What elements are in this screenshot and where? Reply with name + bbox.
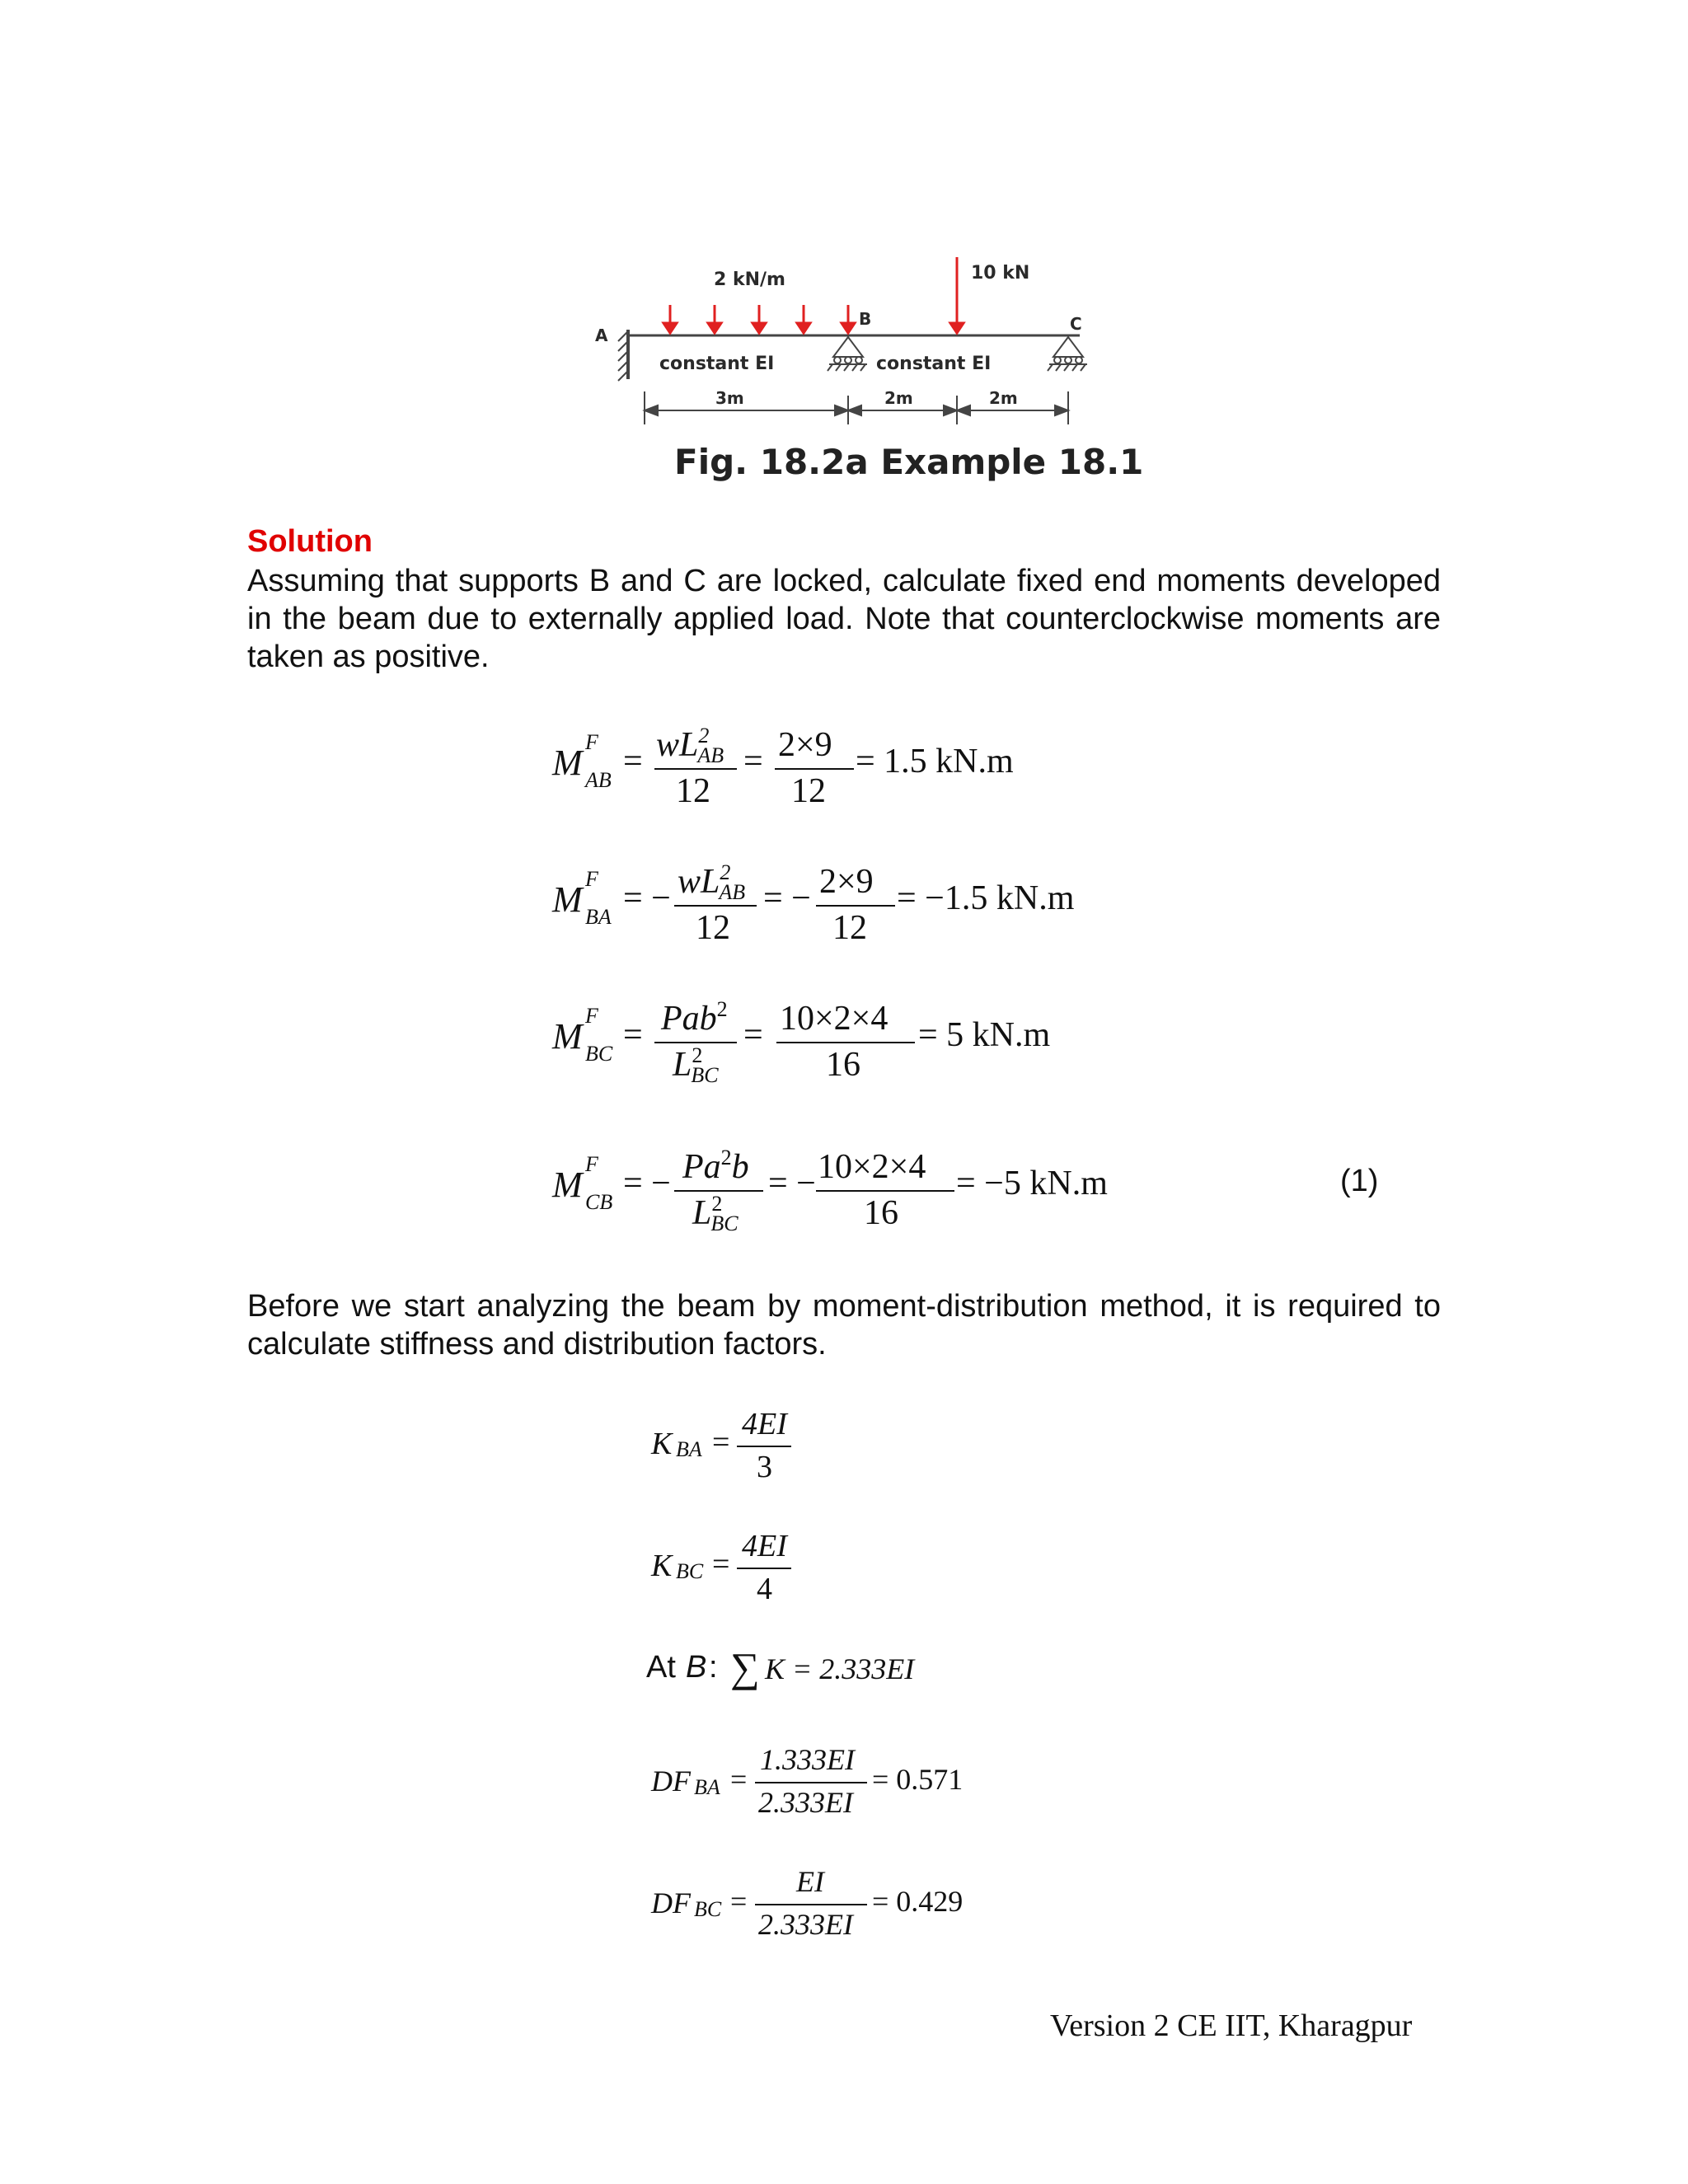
label-a: A — [595, 326, 608, 345]
point-load-arrow — [950, 257, 964, 333]
solution-heading: Solution — [247, 524, 373, 559]
span1-label: constant EI — [659, 354, 775, 374]
equation-k-ba: K BA = 4EI 3 — [651, 1406, 898, 1488]
support-b — [828, 337, 867, 371]
span2-label: constant EI — [876, 354, 992, 374]
point-load-label: 10 kN — [971, 263, 1030, 284]
figure-caption: Fig. 18.2a Example 18.1 — [674, 442, 1144, 482]
beam-figure — [560, 239, 1170, 511]
equation-m-cb: M F CB = − Pa$^2$b $L^2BC$ = − 10×2×4 16 = −5 kN.m (1) — [552, 1146, 1379, 1235]
beam-diagram — [560, 239, 1170, 462]
paragraph-1: Assuming that supports B and C are locked, calculate fixed end moments developed in the beam due to externally applied load. Note that counterclockwise moments are taken as positive. — [247, 564, 1441, 674]
label-c: C — [1070, 314, 1082, 334]
dim1-label: 3m — [715, 388, 744, 408]
dim2-label: 2m — [884, 388, 913, 408]
page-footer: Version 2 CE IIT, Kharagpur — [1050, 2008, 1413, 2043]
support-c — [1048, 337, 1087, 371]
equation-m-ab: M F AB = $wL^2AB$ 12 = 2×9 12 = 1.5 kN.m — [552, 724, 1014, 810]
equation-df-ba: DF BA = 1.333EI 2.333EI = 0.571 — [651, 1743, 964, 1819]
equation-df-bc: DF BC = EI 2.333EI = 0.429 — [651, 1865, 964, 1941]
label-b: B — [859, 309, 872, 329]
udl-label: 2 kN/m — [714, 269, 785, 290]
equation-m-bc: M F BC = Pab$^2$ $L^2BC$ = 10×2×4 16 = 5 kN.m — [552, 997, 1051, 1087]
udl-arrows — [663, 305, 855, 333]
equation-sum-k: At B : ∑ K = 2.333EI — [646, 1644, 915, 1690]
dim3-label: 2m — [989, 388, 1018, 408]
paragraph-2: Before we start analyzing the beam by moment-distribution method, it is required to calculate stiffness and distribution factors. — [247, 1289, 1441, 1361]
equation-k-bc: K BC = 4EI 4 — [651, 1528, 898, 1610]
equation-m-ba: M F BA = − $wL^2AB$ 12 = − 2×9 12 = −1.5 kN.m — [552, 860, 1075, 947]
equation-tag: (1) — [1340, 1164, 1379, 1198]
